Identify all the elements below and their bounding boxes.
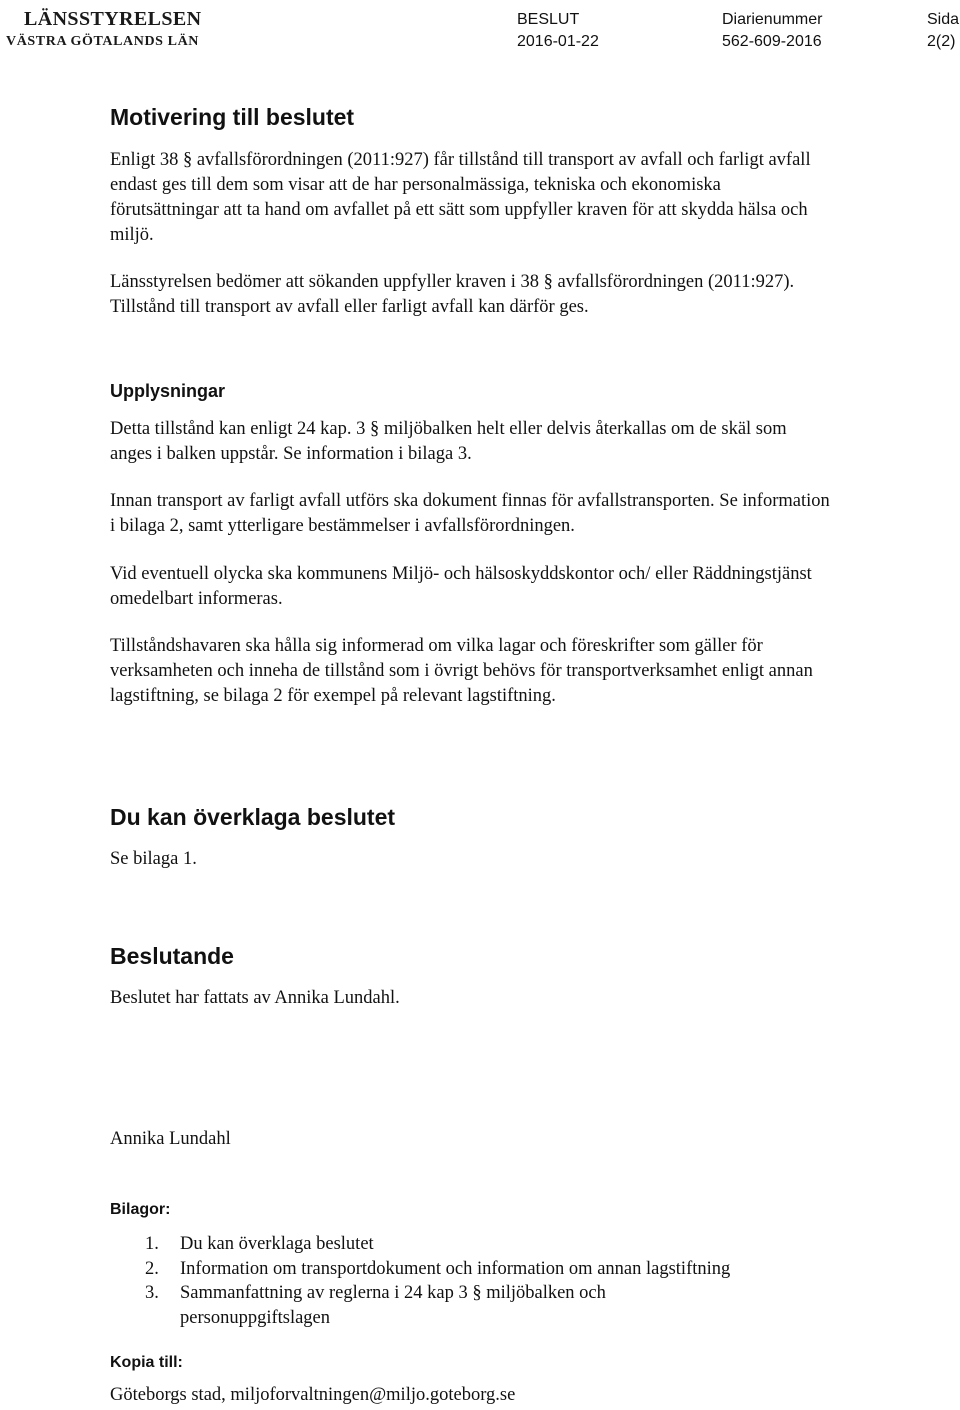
doc-date: 2016-01-22 [517, 33, 599, 50]
bilaga-number: 3. [145, 1283, 159, 1303]
overklaga-heading: Du kan överklaga beslutet [110, 804, 396, 830]
bilaga-text: Du kan överklaga beslutet [180, 1234, 374, 1254]
bilagor-list [145, 1232, 845, 1330]
motivering-paragraph-2: Länsstyrelsen bedömer att sökanden uppfyller kraven i 38 § avfallsförordningen (2011:927). Tillstånd till transport av avfall eller farligt avfall kan därför ges. [110, 272, 795, 317]
motivering-paragraph-1: Enligt 38 § avfallsförordningen (2011:927) får tillstånd till transport av avfall och farligt avfall endast ges till dem som visar att de har personalmässiga, tekniska och ekonomiska förutsättningar att ta hand om avfallet på ett sätt som uppfyller kraven för att skydda hälsa och miljö. [110, 150, 811, 245]
page-label: Sida [927, 11, 960, 28]
overklaga-text: Se bilaga 1. [110, 849, 197, 869]
bilagor-heading: Bilagor: [110, 1201, 171, 1218]
bilaga-item [145, 1281, 700, 1330]
beslutande-heading: Beslutande [110, 943, 234, 969]
kopia-recipient: Göteborgs stad, miljoforvaltningen@miljo.goteborg.se [110, 1385, 516, 1405]
header-diarienummer-block [722, 9, 822, 53]
logo-line1: LÄNSSTYRELSEN [24, 8, 202, 30]
doc-type: BESLUT [517, 11, 580, 28]
diarienummer-label: Diarienummer [722, 11, 823, 28]
header-doc-type-block [517, 9, 599, 53]
bilaga-item [145, 1257, 845, 1282]
upplysningar-heading: Upplysningar [110, 381, 226, 401]
header-page-block [927, 9, 959, 53]
upplysningar-paragraph-1: Detta tillstånd kan enligt 24 kap. 3 § miljöbalken helt eller delvis återkallas om de skäl som anges i balken uppstår. Se information i bilaga 3. [110, 419, 787, 464]
diarienummer-value: 562-609-2016 [722, 33, 822, 50]
bilaga-text: Information om transportdokument och information om annan lagstiftning [180, 1258, 731, 1279]
upplysningar-paragraph-3: Vid eventuell olycka ska kommunens Miljö- och hälsoskyddskontor och/ eller Räddningstjänst omedelbart informeras. [110, 564, 812, 609]
motivering-heading: Motivering till beslutet [110, 104, 355, 130]
upplysningar-paragraph-2: Innan transport av farligt avfall utförs ska dokument finnas för avfallstransporten. Se information i bilaga 2, samt ytterligare bestämmelser i avfallsförordningen. [110, 491, 830, 536]
page-value: 2(2) [927, 33, 956, 50]
bilaga-number: 1. [145, 1234, 159, 1254]
beslutande-text: Beslutet har fattats av Annika Lundahl. [110, 988, 400, 1008]
bilaga-number: 2. [145, 1258, 159, 1279]
logo-line2: VÄSTRA GÖTALANDS LÄN [6, 34, 199, 49]
upplysningar-paragraph-4: Tillståndshavaren ska hålla sig informerad om vilka lagar och föreskrifter som gäller för verksamheten och inneha de tillstånd som i övrigt behövs för transportverksamhet enligt annan lagstiftning, se bilaga 2 för exempel på relevant lagstiftning. [110, 636, 813, 706]
bilaga-text: Sammanfattning av reglerna i 24 kap 3 § miljöbalken och personuppgiftslagen [180, 1283, 606, 1328]
bilaga-item [145, 1232, 845, 1257]
signature-name: Annika Lundahl [110, 1129, 231, 1149]
kopia-heading: Kopia till: [110, 1354, 183, 1371]
